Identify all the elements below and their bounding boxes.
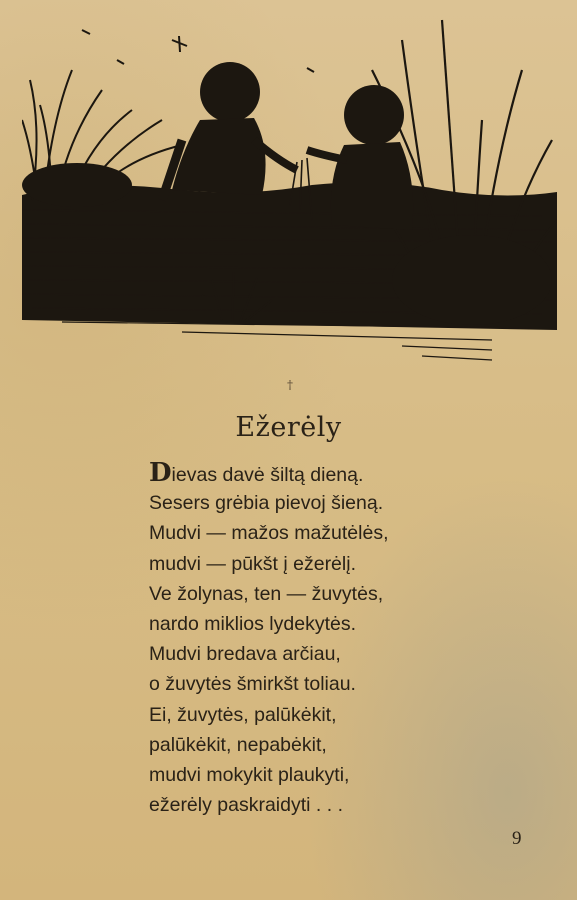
poem-title: Ežerėly <box>235 412 342 443</box>
page-number: 9 <box>512 828 522 849</box>
verse-line: Ve žolynas, ten — žuvytės, <box>149 582 384 605</box>
verse-line: mudvi mokykit plaukyti, <box>149 763 350 786</box>
verse-line: nardo miklios lydekytės. <box>149 612 356 635</box>
drop-cap: D <box>149 458 172 488</box>
verse-line-text: ievas davė šiltą dieną. <box>171 464 364 486</box>
verse-line: Sesers grėbia pievoj šieną. <box>149 492 384 515</box>
ornament-mark: † <box>287 378 293 392</box>
verse-line: Mudvi — mažos mažutėlės, <box>149 522 389 545</box>
verse-line: ežerėly paskraidyti . . . <box>149 794 343 817</box>
verse-line: Mudvi bredava arčiau, <box>149 643 341 666</box>
poem-verse <box>149 458 449 820</box>
verse-line: palūkėkit, nepabėkit, <box>149 733 327 756</box>
verse-line <box>149 458 449 488</box>
silhouette-children-in-lake-icon <box>22 10 557 365</box>
verse-line: mudvi — pūkšt į ežerėlį. <box>149 552 356 575</box>
verse-line: o žuvytės šmirkšt toliau. <box>149 673 356 696</box>
verse-line: Ei, žuvytės, palūkėkit, <box>149 703 337 726</box>
